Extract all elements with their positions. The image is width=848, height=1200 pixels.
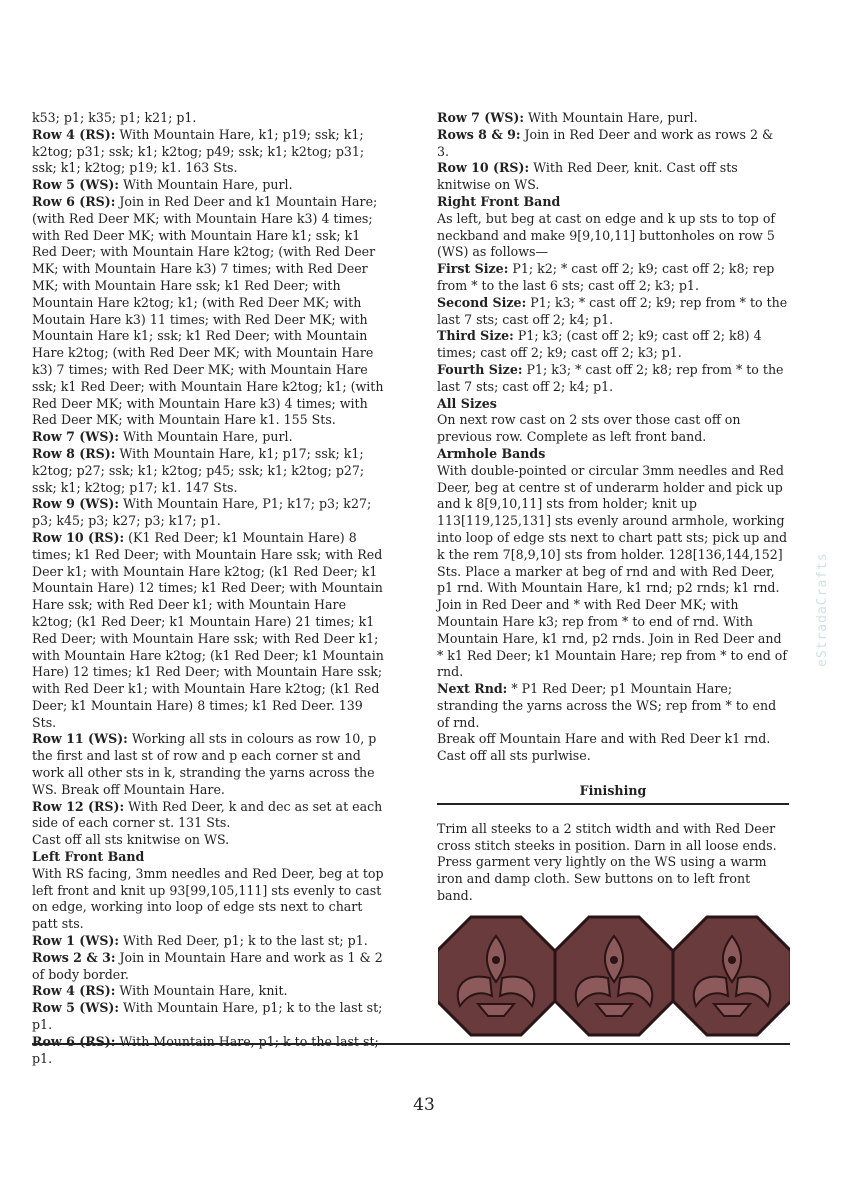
pattern-paragraph	[32, 110, 387, 127]
pattern-paragraph	[32, 866, 387, 933]
pattern-paragraph	[32, 177, 387, 194]
right-column	[437, 110, 789, 905]
pattern-paragraph	[32, 799, 387, 833]
row-text: With Mountain Hare, k1; p19; ssk; k1; k2tog; p31; ssk; k1; k2tog; p49; ssk; k1; k2tog; p31; ssk; k1; k2tog; p19; k1. 163 Sts.	[32, 126, 365, 176]
pattern-paragraph	[437, 731, 789, 765]
row-label: Row 10 (RS):	[437, 160, 530, 176]
row-text: With RS facing, 3mm needles and Red Deer, beg at top left front and knit up 93[99,105,111] sts evenly to cast on edge, working into loop of edge sts next to chart patt sts.	[32, 865, 384, 932]
row-label: Row 12 (RS):	[32, 798, 125, 814]
left-column	[32, 110, 387, 1067]
row-text: * P1 Red Deer; p1 Mountain Hare; stranding the yarns across the WS; rep from * to end of rnd.	[437, 681, 777, 730]
pattern-paragraph	[32, 832, 387, 849]
pattern-paragraph	[32, 849, 387, 866]
motif-tile	[438, 917, 555, 1035]
row-label: Row 7 (WS):	[437, 110, 525, 125]
finishing-text: Trim all steeks to a 2 stitch width and with Red Deer cross stitch steeks in position. Darn in all loose ends. Press garment very lightly on the WS using a warm iron and damp cloth. Sew buttons on to left front band.	[437, 820, 777, 904]
row-text: With Red Deer, k and dec as set at each side of each corner st. 131 Sts.	[32, 798, 383, 831]
pattern-paragraph	[32, 1000, 387, 1034]
row-text: Working all sts in colours as row 10, p the first and last st of row and p each corner st and work all other sts in k, stranding the yarns across the WS. Break off Mountain Hare.	[32, 731, 377, 797]
row-text: With Mountain Hare, k1; p17; ssk; k1; k2tog; p27; ssk; k1; k2tog; p45; ssk; k1; k2tog; p27; ssk; k1; k2tog; p17; k1. 147 Sts.	[32, 445, 365, 495]
row-text: Join in Mountain Hare and work as 1 & 2 of body border.	[32, 949, 383, 982]
pattern-paragraph	[437, 127, 789, 161]
row-label: Rows 2 & 3:	[32, 949, 116, 965]
row-label: Right Front Band	[437, 193, 561, 209]
pattern-paragraph	[32, 933, 387, 950]
motif-tile	[555, 917, 673, 1035]
row-text: k53; p1; k35; p1; k21; p1.	[32, 110, 197, 125]
watermark: eStradaCrafts	[815, 552, 830, 668]
row-text: With double-pointed or circular 3mm needles and Red Deer, beg at centre st of underarm holder and pick up and k 8[9,10,11] sts from holder; knit up 113[119,125,131] sts evenly around armhole, working into loop of edge sts next to chart patt sts; pick up and k the rem 7[8,9,10] sts from holder. 128[136,144,152] Sts. Place a marker at beg of rnd and with Red Deer, p1 rnd. With Mountain Hare, k1 rnd; p2 rnds; k1 rnd. Join in Red Deer and * with Red Deer MK; with Mountain Hare k3; rep from * to end of rnd. With Mountain Hare, k1 rnd, p2 rnds. Join in Red Deer and * k1 Red Deer; k1 Mountain Hare; rep from * to end of rnd.	[437, 462, 788, 680]
row-text: With Red Deer, p1; k to the last st; p1.	[119, 933, 368, 949]
row-label: Row 1 (WS):	[32, 933, 120, 949]
row-label: Row 8 (RS):	[32, 445, 116, 461]
row-text: Cast off all sts knitwise on WS.	[32, 832, 230, 848]
pattern-paragraph	[437, 328, 789, 362]
row-text: With Mountain Hare, purl.	[524, 110, 698, 125]
row-text: P1; k3; (cast off 2; k9; cast off 2; k8) 4 times; cast off 2; k9; cast off 2; k3; p1.	[437, 328, 762, 361]
pattern-paragraph	[32, 731, 387, 798]
row-label: Armhole Bands	[437, 445, 546, 461]
pattern-paragraph	[32, 1034, 387, 1068]
row-label: Row 4 (RS):	[32, 983, 116, 999]
row-text: With Mountain Hare, knit.	[115, 983, 288, 999]
footer-rule	[32, 1043, 790, 1045]
row-text: Join in Red Deer and k1 Mountain Hare; (with Red Deer MK; with Mountain Hare k3) 4 times; with Red Deer MK; with Mountain Hare k1; ssk; k1 Red Deer; with Mountain Hare k2tog; (with Red Deer MK; with Mountain Hare k3) 7 times; with Red Deer MK; with Mountain Hare ssk; k1 Red Deer; with Mountain Hare k2tog; k1; (with Red Deer MK; with Moutain Hare k3) 11 times; with Red Deer MK; with Mountain Hare k1; ssk; k1 Red Deer; with Mountain Hare k2tog; (with Red Deer MK; with Mountain Hare k3) 7 times; with Red Deer MK; with Mountain Hare ssk; k1 Red Deer; with Mountain Hare k2tog; k1; (with Red Deer MK; with Mountain Hare k3) 4 times; with Red Deer MK; with Mountain Hare k1. 155 Sts.	[32, 193, 384, 428]
row-label: All Sizes	[437, 395, 497, 411]
pattern-paragraph	[32, 950, 387, 984]
pattern-paragraph	[437, 362, 789, 396]
pattern-paragraph	[32, 446, 387, 496]
row-label: Row 5 (WS):	[32, 1000, 120, 1016]
pattern-paragraph	[32, 496, 387, 530]
pattern-paragraph	[32, 127, 387, 177]
row-label: Row 6 (RS):	[32, 1033, 116, 1049]
pattern-paragraph	[437, 211, 789, 261]
row-text: With Mountain Hare, purl.	[119, 429, 293, 445]
pattern-paragraph	[437, 463, 789, 681]
row-label: Row 7 (WS):	[32, 429, 120, 445]
row-text: On next row cast on 2 sts over those cast off on previous row. Complete as left front band.	[437, 412, 741, 445]
row-label: Left Front Band	[32, 849, 145, 865]
row-text: As left, but beg at cast on edge and k up sts to top of neckband and make 9[9,10,11] buttonholes on row 5 (WS) as follows—	[437, 210, 776, 260]
row-text: With Mountain Hare, purl.	[119, 177, 293, 193]
row-label: Row 10 (RS):	[32, 529, 125, 545]
pattern-paragraph	[437, 261, 789, 295]
row-text: Break off Mountain Hare and with Red Deer k1 rnd. Cast off all sts purlwise.	[437, 731, 771, 764]
row-label: Row 5 (WS):	[32, 177, 120, 193]
row-label: Row 4 (RS):	[32, 126, 116, 142]
row-label: Row 9 (WS):	[32, 496, 120, 512]
pattern-paragraph	[32, 429, 387, 446]
row-label: Next Rnd:	[437, 681, 508, 697]
pattern-paragraph	[437, 412, 789, 446]
row-label: Row 6 (RS):	[32, 193, 116, 209]
page-number: 43	[413, 1095, 435, 1115]
row-label: Rows 8 & 9:	[437, 126, 521, 142]
row-label: Second Size:	[437, 294, 527, 310]
row-text: Join in Red Deer and work as rows 2 & 3.	[437, 126, 774, 159]
pattern-paragraph	[32, 530, 387, 732]
pattern-paragraph	[437, 446, 789, 463]
row-label: First Size:	[437, 261, 509, 277]
row-text: With Red Deer, knit. Cast off sts knitwise on WS.	[437, 160, 738, 193]
row-text: With Mountain Hare, p1; k to the last st; p1.	[32, 1000, 383, 1033]
pattern-paragraph	[32, 983, 387, 1000]
pattern-paragraph	[437, 194, 789, 211]
pattern-paragraph	[437, 396, 789, 413]
row-text: P1; k3; * cast off 2; k9; rep from * to the last 7 sts; cast off 2; k4; p1.	[437, 294, 788, 327]
finishing-heading: Finishing	[437, 783, 789, 805]
row-text: With Mountain Hare, P1; k17; p3; k27; p3; k45; p3; k27; p3; k17; p1.	[32, 496, 372, 529]
row-text: (K1 Red Deer; k1 Mountain Hare) 8 times; k1 Red Deer; with Mountain Hare ssk; with Red Deer k1; with Mountain Hare k2tog; (k1 Red Deer; k1 Mountain Hare) 12 times; k1 Red Deer; with Mountain Hare ssk; with Red Deer k1; with Mountain Hare k2tog; (k1 Red Deer; k1 Mountain Hare) 21 times; k1 Red Deer; with Mountain Hare ssk; with Red Deer k1; with Mountain Hare k2tog; (k1 Red Deer; k1 Mountain Hare) 12 times; k1 Red Deer; with Mountain Hare ssk; with Red Deer k1; with Mountain Hare k2tog; (k1 Red Deer; k1 Mountain Hare) 8 times; k1 Red Deer. 139 Sts.	[32, 529, 384, 730]
row-label: Third Size:	[437, 328, 514, 344]
pattern-paragraph	[437, 295, 789, 329]
row-text: P1; k3; * cast off 2; k8; rep from * to the last 7 sts; cast off 2; k4; p1.	[437, 361, 784, 394]
motif-tile	[673, 917, 790, 1035]
row-label: Row 11 (WS):	[32, 731, 128, 747]
row-text: P1; k2; * cast off 2; k9; cast off 2; k8; rep from * to the last 6 sts; cast off 2; k3; p1.	[437, 261, 775, 293]
right-paragraphs	[437, 110, 789, 765]
pattern-paragraph	[32, 194, 387, 429]
row-text: With Mountain Hare, p1; k to the last st; p1.	[32, 1033, 379, 1066]
pattern-paragraph	[437, 110, 789, 127]
row-label: Fourth Size:	[437, 361, 523, 377]
pattern-paragraph	[437, 681, 789, 731]
pattern-paragraph	[437, 160, 789, 194]
knitting-motif-border	[438, 915, 790, 1037]
